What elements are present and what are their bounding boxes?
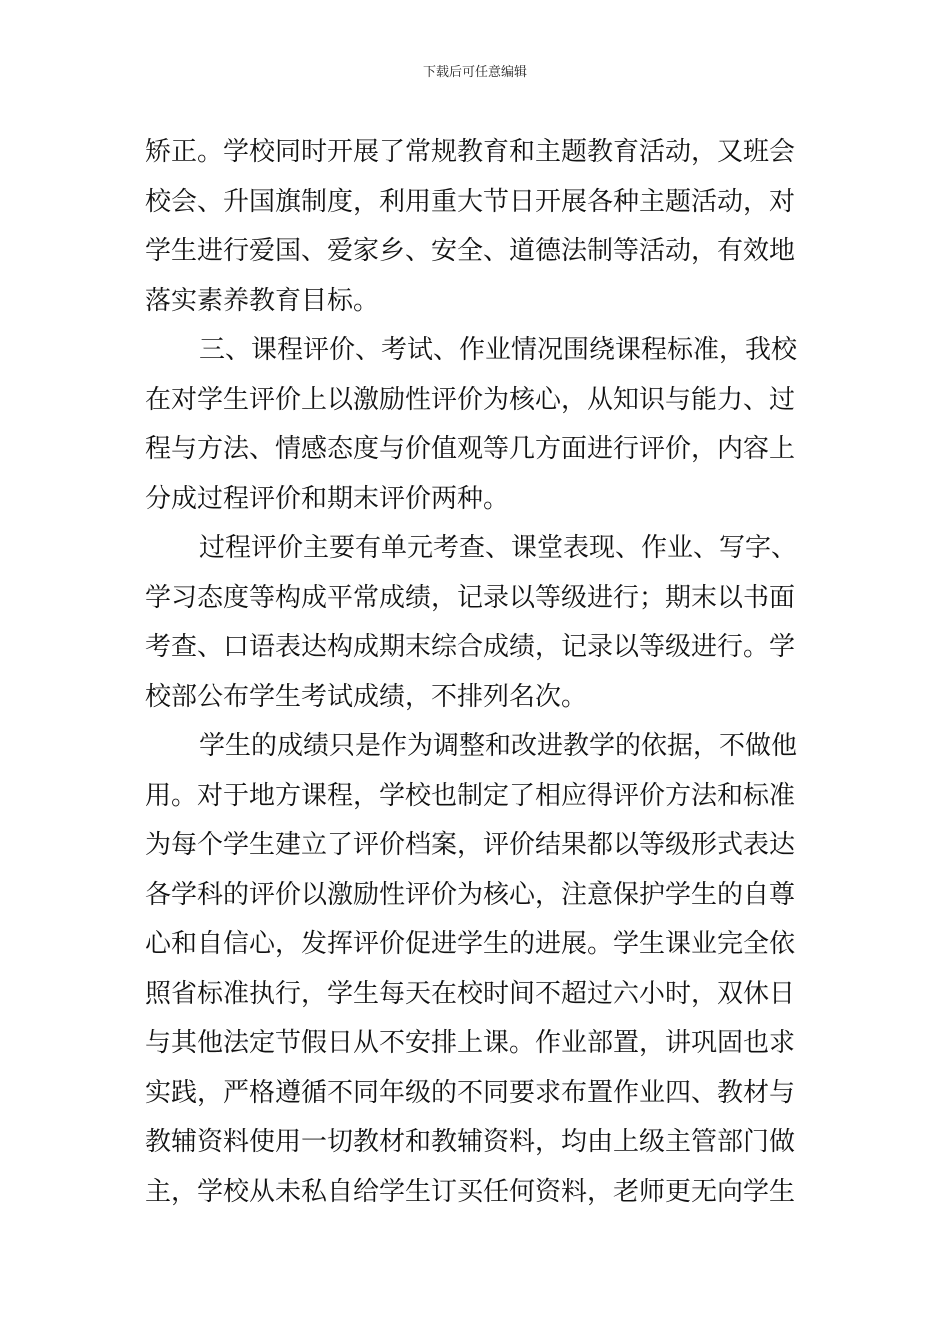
text-line: 学生进行爱国、爱家乡、安全、道德法制等活动，有效地 (145, 236, 796, 266)
text-line: 考查、口语表达构成期末综合成绩，记录以等级进行。学 (145, 632, 796, 662)
text-line: 用。对于地方课程，学校也制定了相应得评价方法和标准 (145, 780, 796, 811)
text-line: 学习态度等构成平常成绩，记录以等级进行；期末以书面 (145, 582, 796, 613)
text-line: 与其他法定节假日从不安排上课。作业部置，讲巩固也求 (145, 1028, 796, 1058)
text-line: 分成过程评价和期末评价两种。 (145, 483, 510, 514)
text-line: 教辅资料使用一切教材和教辅资料，均由上级主管部门做 (145, 1127, 796, 1157)
text-line: 照省标准执行，学生每天在校时间不超过六小时，双休日 (145, 978, 796, 1009)
text-line: 程与方法、情感态度与价值观等几方面进行评价，内容上 (145, 434, 796, 464)
text-line: 为每个学生建立了评价档案，评价结果都以等级形式表达 (145, 830, 796, 860)
paragraph-start-line: 三、课程评价、考试、作业情况围绕课程标准，我校 (199, 335, 798, 365)
paragraph-start-line: 过程评价主要有单元考查、课堂表现、作业、写字、 (199, 533, 798, 563)
text-line: 主，学校从未私自给学生订买任何资料，老师更无向学生 (145, 1176, 796, 1207)
text-line: 实践，严格遵循不同年级的不同要求布置作业四、教材与 (145, 1077, 796, 1108)
text-line: 各学科的评价以激励性评价为核心，注意保护学生的自尊 (145, 879, 796, 910)
body-text (145, 128, 815, 1217)
paragraph-start-line: 学生的成绩只是作为调整和改进教学的依据，不做他 (199, 731, 798, 761)
text-line: 落实素养教育目标。 (145, 285, 380, 316)
text-line: 心和自信心，发挥评价促进学生的进展。学生课业完全依 (145, 929, 796, 959)
page-header: 下载后可任意编辑 (422, 65, 527, 80)
text-line: 矫正。学校同时开展了常规教育和主题教育活动，又班会 (145, 137, 796, 167)
text-line: 校会、升国旗制度，利用重大节日开展各种主题活动，对 (145, 186, 796, 217)
text-line: 校部公布学生考试成绩，不排列名次。 (145, 681, 588, 712)
text-line: 在对学生评价上以激励性评价为核心，从知识与能力、过 (145, 384, 796, 415)
